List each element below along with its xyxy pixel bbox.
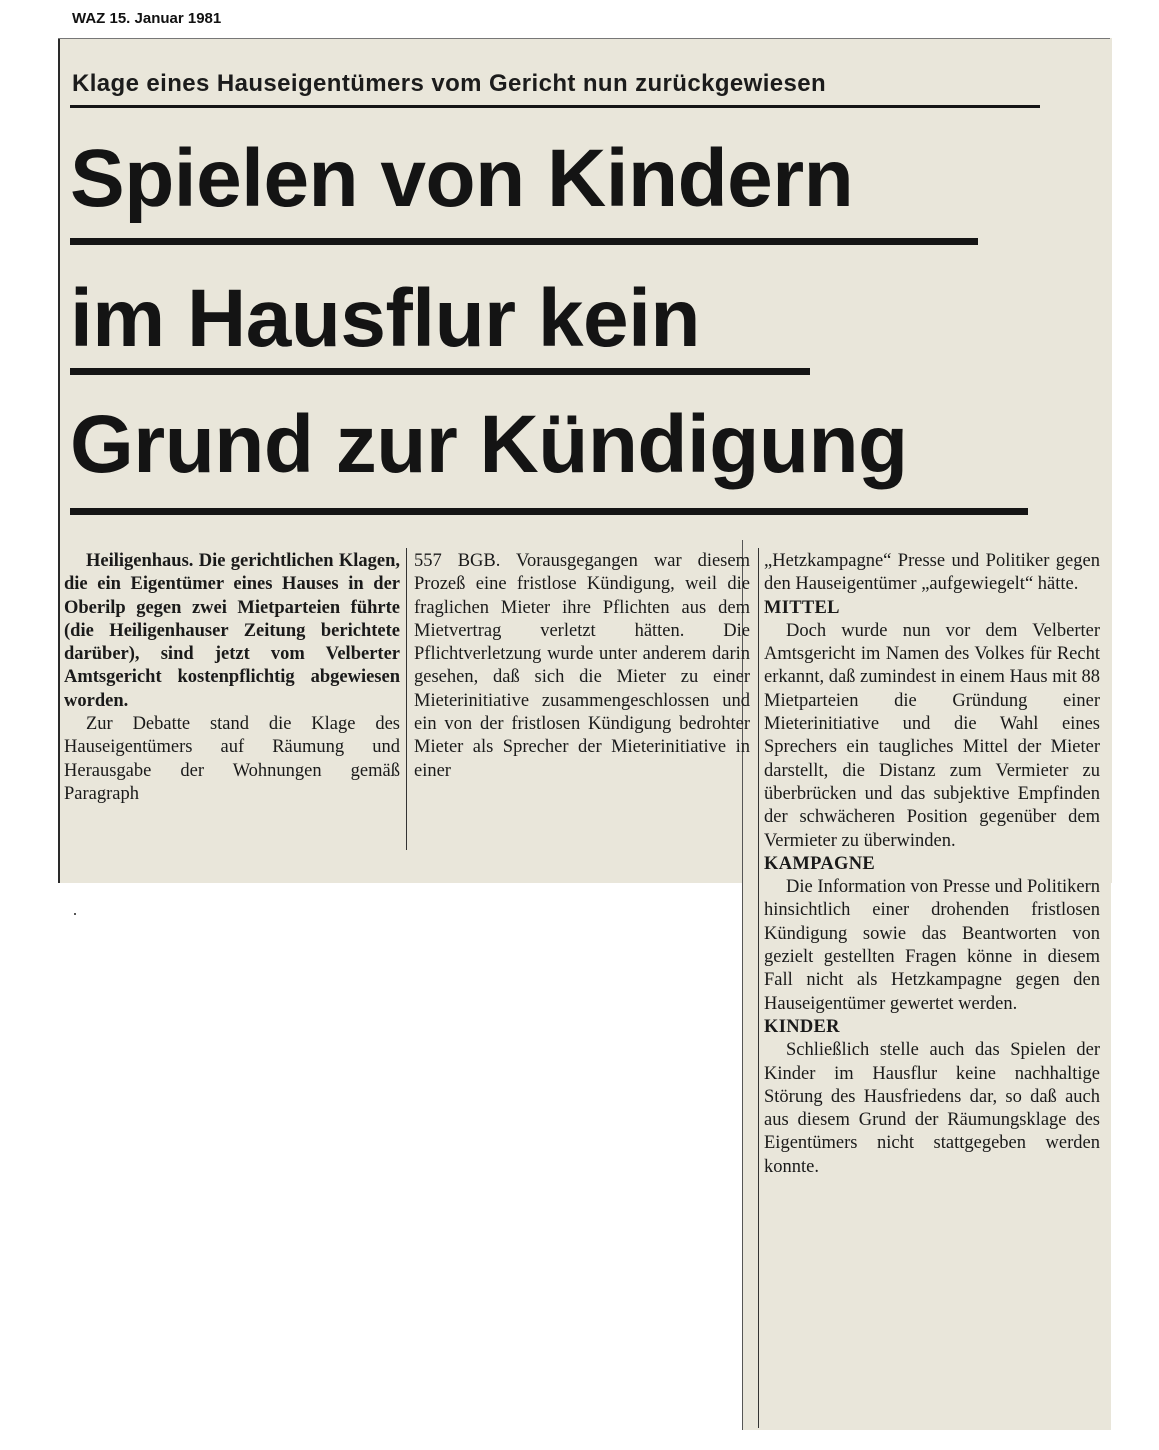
paragraph: Doch wurde nun vor dem Velberter Amtsgericht im Namen des Volkes für Recht erkannt, daß zumindest in einem Haus mit 88 Mietparteien die Gründung einer Mieterinitiative und die Wahl eines Sprechers ein taugliches Mittel der Mieter darstellt, die Distanz zum Vermieter zu überbrücken und das subjektive Empfinden der schwächeren Position gegenüber dem Vermieter zu überwinden. [764,620,1101,851]
paragraph: Die Information von Presse und Politikern hinsichtlich einer drohenden fristlosen Kündigung sowie das Beantworten von gezielt gestellten Fragen könne in diesem Fall nicht als Hetzkampagne gegen den Hauseigentümer gewertet werden. [764,877,1100,1014]
paragraph: „Hetzkampagne“ Presse und Politiker gegen den Hauseigentümer „aufgewiegelt“ hätte. [764,551,1100,595]
headline-rule-2 [70,368,810,375]
headline-rule-3 [70,508,1028,515]
paragraph: Zur Debatte stand die Klage des Hauseigentümers auf Räumung und Herausgabe der Wohnungen gemäß Paragraph [64,714,400,804]
column-divider [406,548,407,850]
lead-paragraph: Heiligenhaus. Die gerichtlichen Klagen, die ein Eigentümer eines Hauses in der Oberilp gegen zwei Mietparteien führte (die Heiligenhauser Zeitung berichtete darüber), sind jetzt vom Velberter Amtsgericht kostenpflichtig abgewiesen worden. [64,551,400,711]
headline-rule-1 [70,238,978,245]
headline-line-2: im Hausflur kein [70,273,700,364]
clipping-edge [58,38,1110,39]
column-1 [64,550,400,806]
column-3 [764,550,1100,1179]
paragraph: 557 BGB. Vorausgegangen war diesem Prozeß eine fristlose Kündigung, weil die fraglichen Mieter ihre Pflichten aus dem Mietvertrag verletzt hätten. Die Pflichtverletzung wurde unter anderem darin gesehen, daß sich die Mieter zu einer Mieterinitiative zusammengeschlossen und ein von der fristlosen Kündigung bedrohter Mieter als Sprecher der Mieterinitiative in einer [414,551,750,781]
subheading-kampagne: KAMPAGNE [764,853,875,874]
source-label: WAZ 15. Januar 1981 [72,10,222,27]
kicker: Klage eines Hauseigentümers vom Gericht nun zurückgewiesen [72,70,827,97]
subheading-kinder: KINDER [764,1016,840,1037]
paragraph: Schließlich stelle auch das Spielen der Kinder im Hausflur keine nachhaltige Störung des Hausfriedens dar, so daß auch aus diesem Grund der Räumungsklage des Eigentümers nicht stattgegeben werden konnte. [764,1040,1100,1177]
column-2 [414,550,750,783]
column-divider [758,548,759,1428]
subheading-mittel: MITTEL [764,597,840,618]
headline-line-1: Spielen von Kindern [70,133,854,224]
headline-line-3: Grund zur Kündigung [70,399,908,490]
speck [74,913,76,915]
kicker-rule [70,105,1040,108]
